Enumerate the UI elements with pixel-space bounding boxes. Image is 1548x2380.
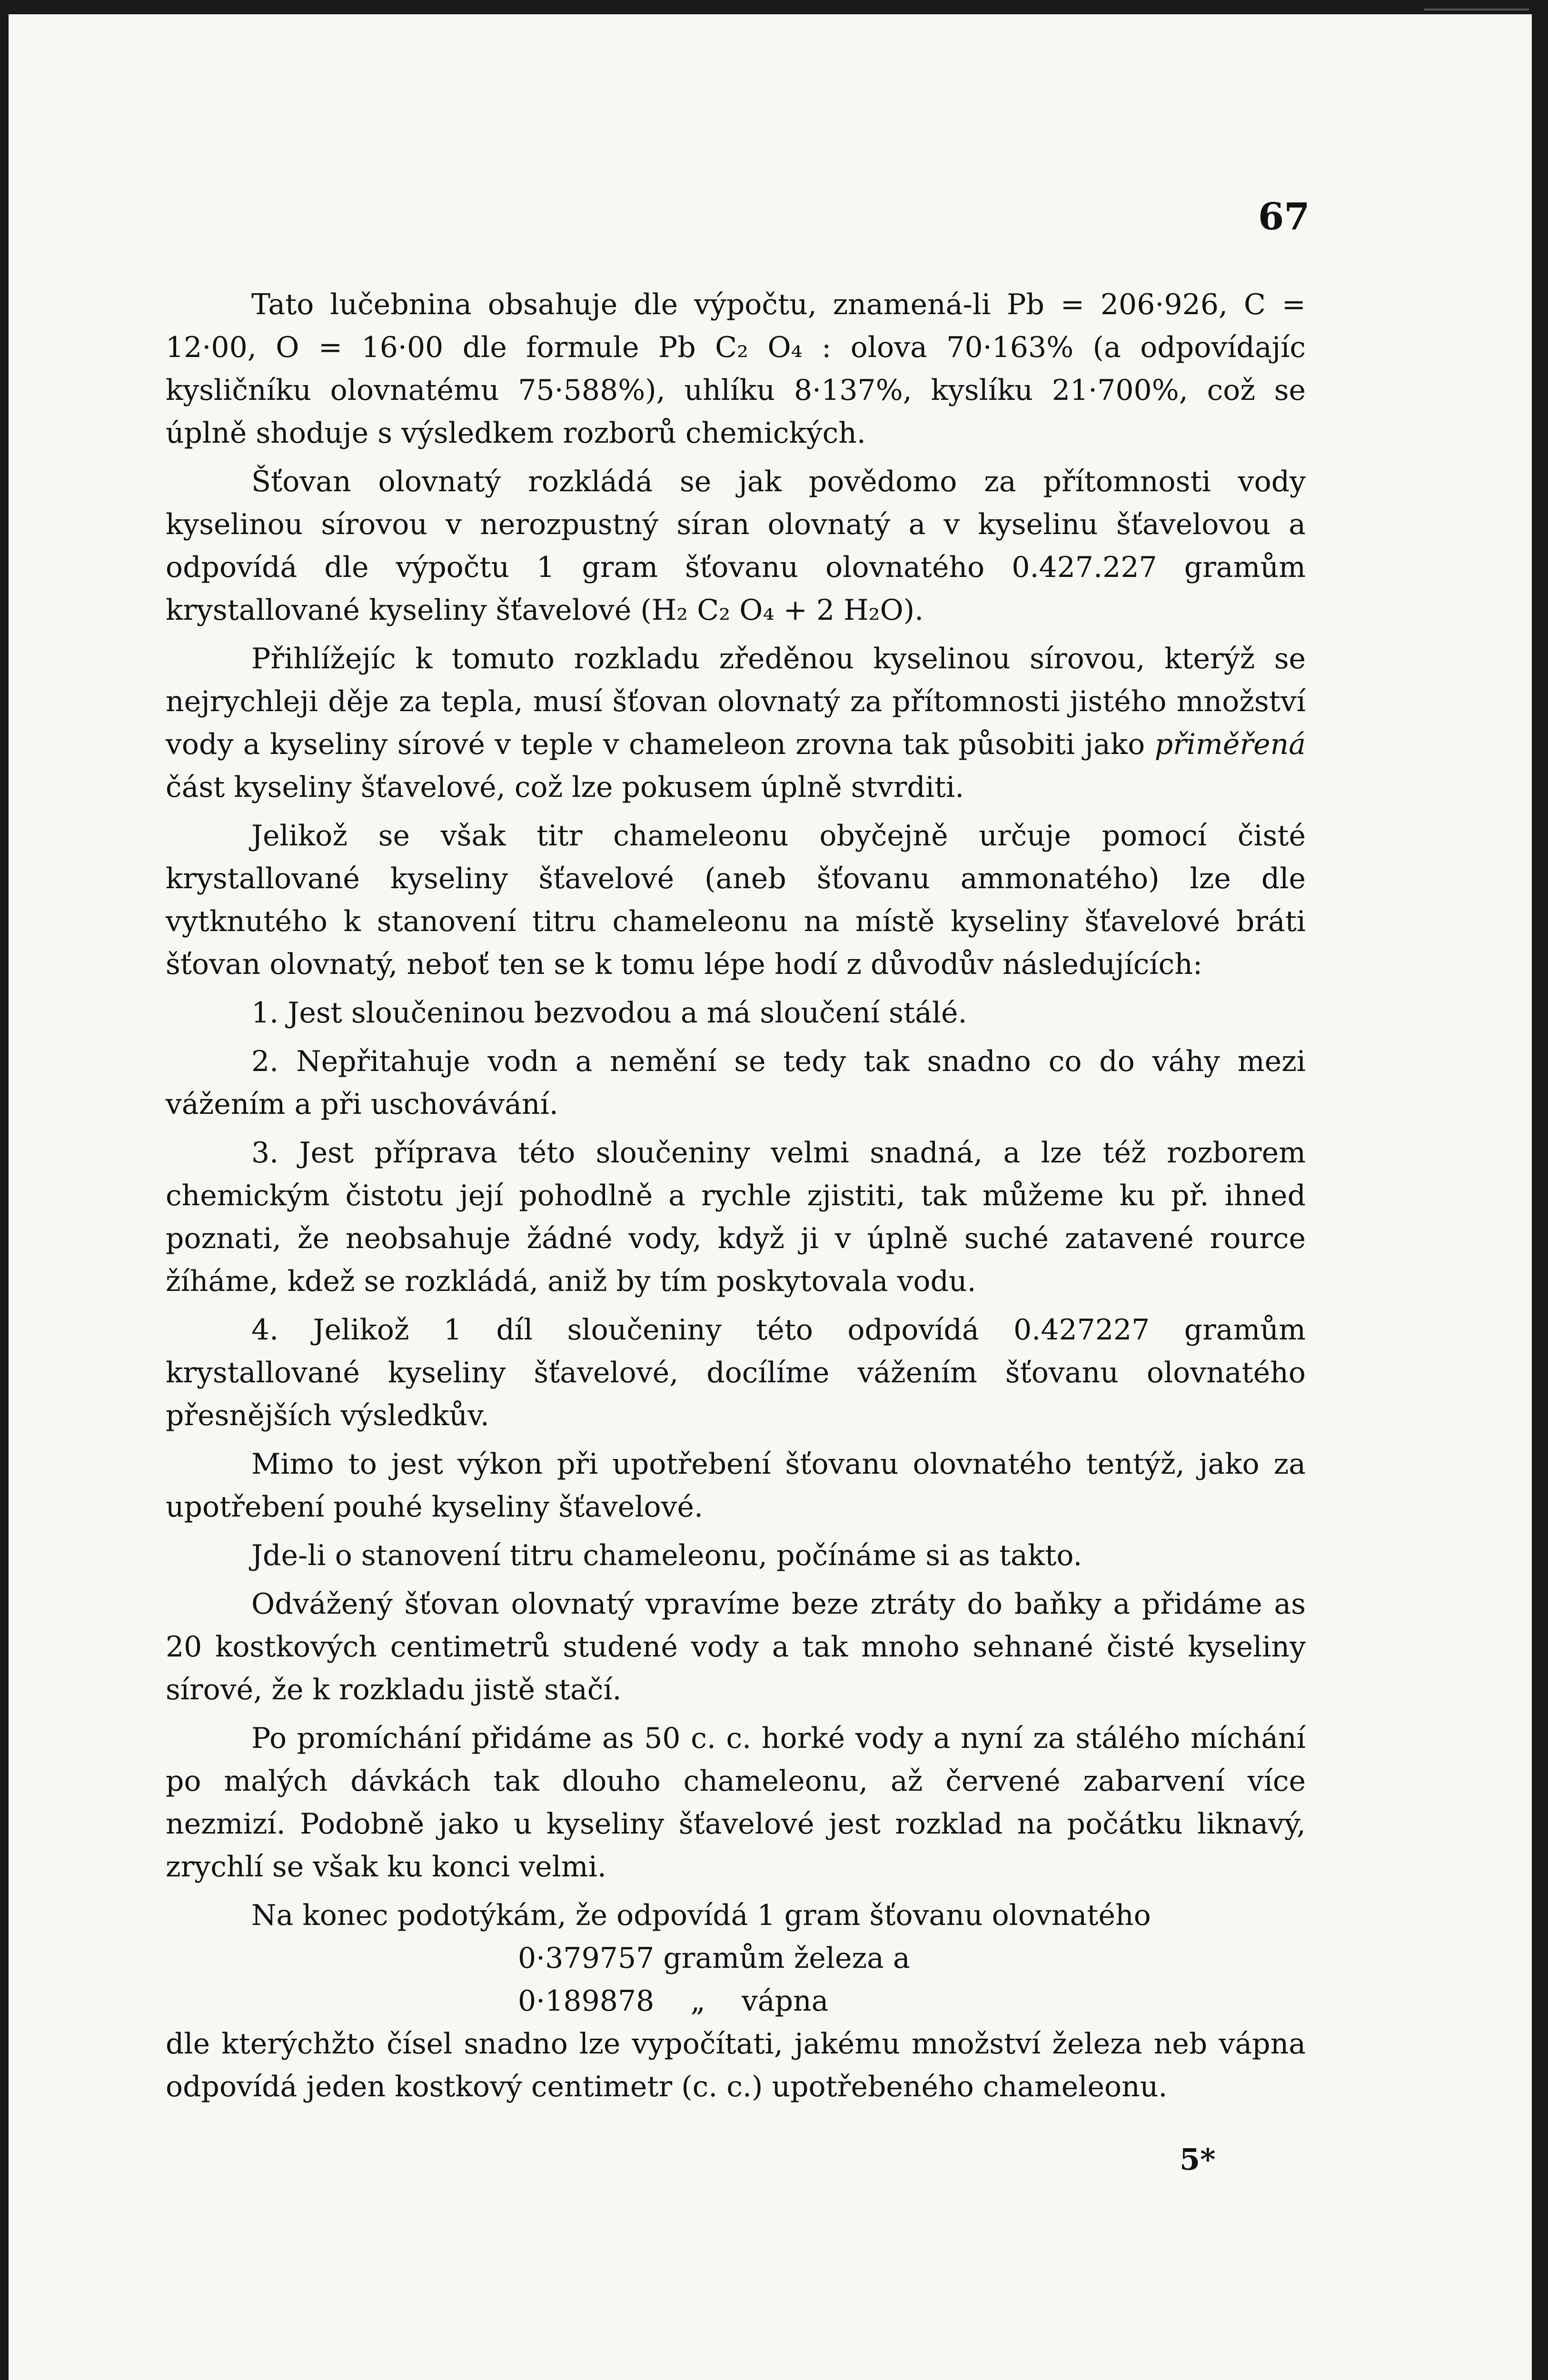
- list-item: 1. Jest sloučeninou bezvodou a má sloučení stálé.: [251, 996, 967, 1030]
- page-number: 67: [1258, 195, 1310, 238]
- paragraph-conclusion-intro: Na konec podotýkám, že odpovídá 1 gram šťovanu olovnatého: [251, 1899, 1151, 1932]
- list-item: 2. Nepřitahuje vodn a nemění se tedy tak snadno co do váhy mezi vážením a při uschovávání.: [166, 1045, 1306, 1121]
- paragraph-titre-reasons: Jelikož se však titr chameleonu obyčejně určuje pomocí čisté krystallované kyseliny šťavelové (aneb šťovanu ammonatého) lze dle vytknutého k stanovení titru chameleonu na místě kyseliny šťavelové bráti šťovan olovnatý, neboť ten se k tomu lépe hodí z důvodův následujících:: [166, 819, 1306, 981]
- equivalence-iron: 0·379757 gramům železa a: [518, 1942, 910, 1975]
- paragraph-conclusion: dle kterýchžto čísel snadno lze vypočítati, jakému množství železa neb vápna odpovídá jeden kostkový centimetr (c. c.) upotřebeného chameleonu.: [166, 2027, 1306, 2103]
- list-item: 4. Jelikož 1 díl sloučeniny této odpovídá 0.427227 gramům krystallované kyseliny šťavelové, docílíme vážením šťovanu olovnatého přesnějších výsledkův.: [166, 1313, 1306, 1432]
- book-page: [9, 14, 1532, 2380]
- signature-mark: 5*: [1180, 2142, 1216, 2177]
- paragraph-text: část kyseliny šťavelové, což lze pokusem úplně stvrditi.: [166, 771, 964, 804]
- emphasized-word: přiměřená: [1154, 728, 1306, 761]
- body-text: [166, 283, 1306, 2114]
- paragraph-procedure-intro: Jde-li o stanovení titru chameleonu, počínáme si as takto.: [251, 1539, 1082, 1572]
- scan-corner-line: [1424, 9, 1529, 10]
- paragraph-procedure-step1: Odvážený šťovan olovnatý vpravíme beze ztráty do baňky a přidáme as 20 kostkových centimetrů studené vody a tak mnoho sehnané čisté kyseliny sírové, že k rozkladu jistě stačí.: [166, 1587, 1306, 1706]
- list-item: 3. Jest příprava této sloučeniny velmi snadná, a lze též rozborem chemickým čistotu její pohodlně a rychle zjistiti, tak můžeme ku př. ihned poznati, že neobsahuje žádné vody, když ji v úplně suché zatavené rource žíháme, kdež se rozkládá, aniž by tím poskytovala vodu.: [166, 1136, 1306, 1298]
- paragraph-text: Přihlížejíc k tomuto rozkladu zředěnou kyselinou sírovou, kterýž se nejrychleji děje za tepla, musí šťovan olovnatý za přítomnosti jistého množství vody a kyseliny sírové v teple v chameleon zrovna tak působiti jako: [166, 642, 1306, 761]
- paragraph-composition: Tato lučebnina obsahuje dle výpočtu, znamená-li Pb = 206·926, C = 12·00, O = 16·00 dle formule Pb C₂ O₄ : olova 70·163% (a odpovídajíc kysličníku olovnatému 75·588%), uhlíku 8·137%, kyslíku 21·700%, což se úplně shoduje s výsledkem rozborů chemických.: [166, 288, 1306, 450]
- paragraph-procedure-step2: Po promíchání přidáme as 50 c. c. horké vody a nyní za stálého míchání po malých dávkách tak dlouho chameleonu, až červené zabarvení více nezmizí. Podobně jako u kyseliny šťavelové jest rozklad na počátku liknavý, zrychlí se však ku konci velmi.: [166, 1722, 1306, 1884]
- paragraph-chameleon-action: [166, 637, 1306, 809]
- paragraph-decomposition: Šťovan olovnatý rozkládá se jak povědomo za přítomnosti vody kyselinou sírovou v nerozpustný síran olovnatý a v kyselinu šťavelovou a odpovídá dle výpočtu 1 gram šťovanu olovnatého 0.427.227 gramům krystallované kyseliny šťavelové (H₂ C₂ O₄ + 2 H₂O).: [166, 465, 1306, 627]
- equivalence-lime: 0·189878 „ vápna: [518, 1984, 829, 2018]
- paragraph-equivalence: Mimo to jest výkon při upotřebení šťovanu olovnatého tentýž, jako za upotřebení pouhé kyseliny šťavelové.: [166, 1448, 1306, 1524]
